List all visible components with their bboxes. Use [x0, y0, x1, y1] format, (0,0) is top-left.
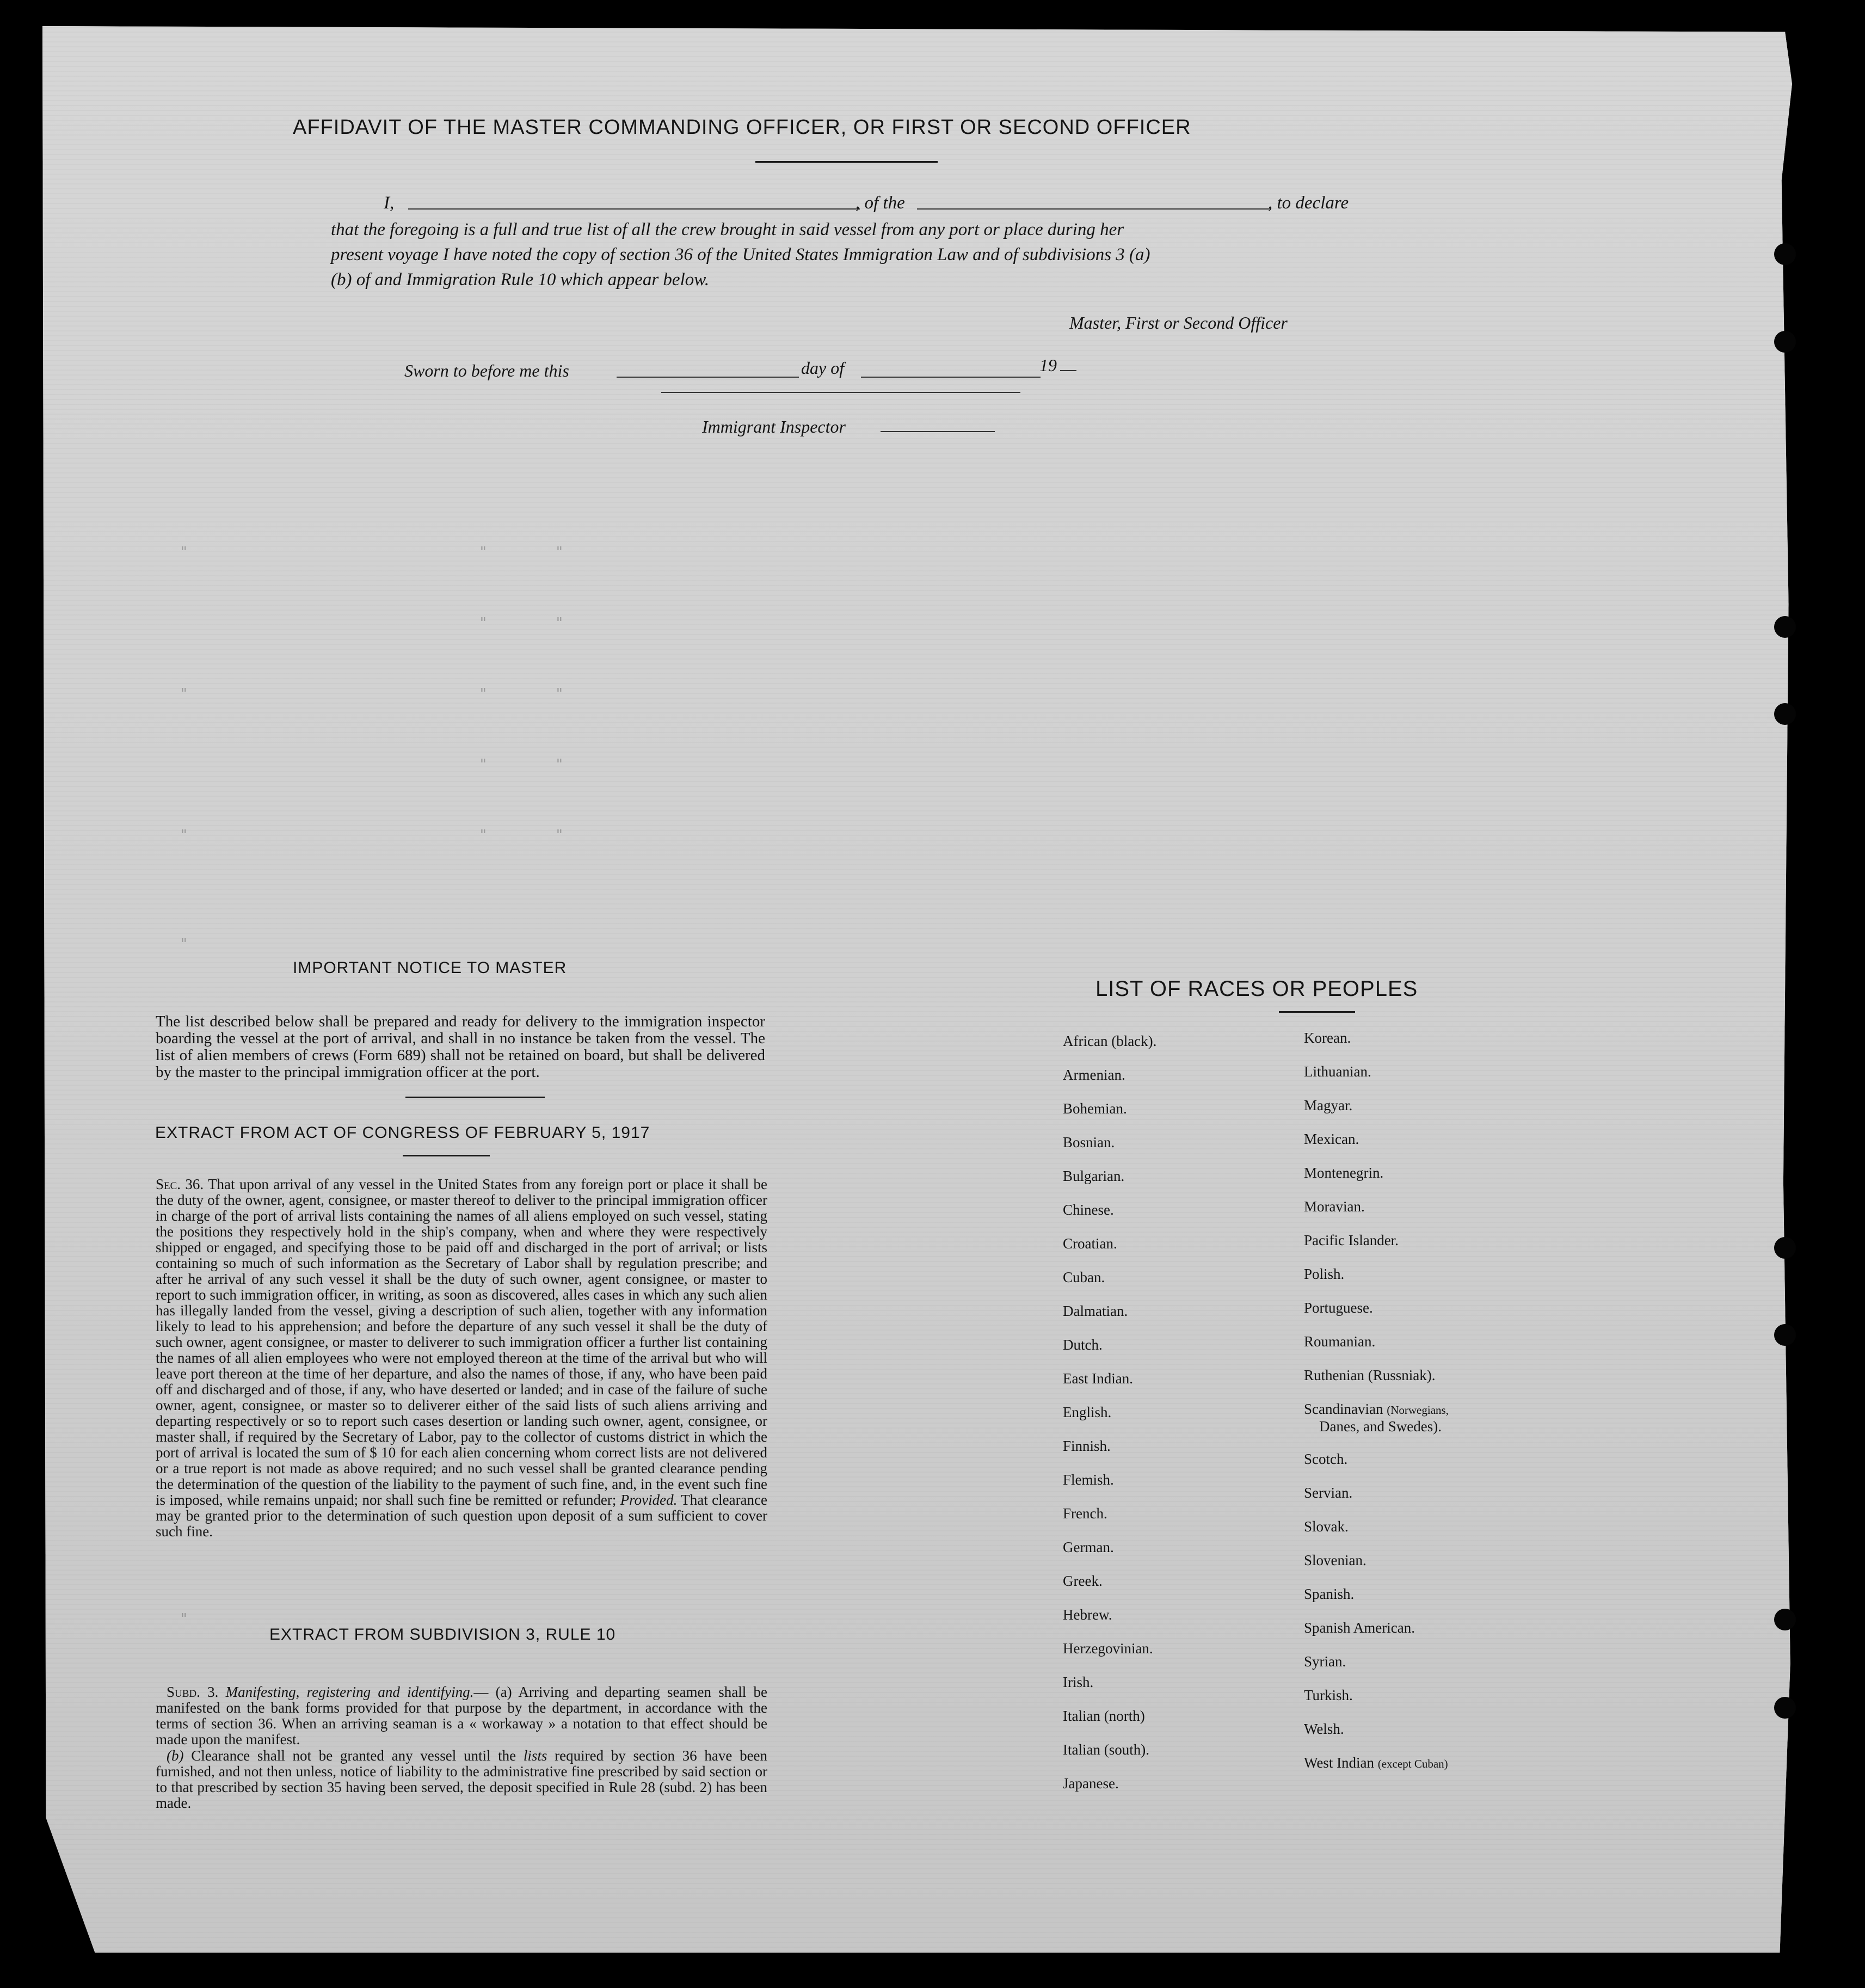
race-item: Chinese.	[1063, 1202, 1114, 1218]
race-item: Pacific Islander.	[1304, 1232, 1399, 1248]
race-item: German.	[1063, 1539, 1114, 1555]
race-item: Welsh.	[1304, 1721, 1344, 1737]
punch-hole-icon	[1774, 703, 1796, 725]
race-item: Armenian.	[1063, 1067, 1125, 1083]
west-indian-main: West Indian	[1304, 1755, 1375, 1771]
act-divider	[403, 1155, 490, 1156]
race-item: Magyar.	[1304, 1097, 1353, 1113]
race-item: Hebrew.	[1063, 1607, 1112, 1623]
act-text: That upon arrival of any vessel in the United States from any foreign port or place it shall be the duty of the owner, agent, consignee, or master thereof to deliver to the principal immigration officer in charge of the port of arrival lists containing the names of all aliens employed on such vessel, stating the positions they respectively hold in the ship's company, when and where they were respectively shipped or engaged, and specifying those to be paid off and discharged in the port of arrival; or lists containing so much of such information as the Secretary of Labor shall by regulation prescribe; and after he arrival of any such vessel it shall be the duty of such owner, agent consignee, or master to report to such immigration officer, in writing, as soon as discovered, alles cases in which any such alien has illegally landed from the vessel, giving a description of such alien, together with any information likely to lead to his apprehension; and before the departure of any such vessel it shall be the duty of such owner, agent consignee, or master to deliverer to such immigration officer a further list containing the names of all alien employees who were not employed thereon at the time of the arrival but who will leave port thereon at the time of her departure, and also the names of those, if any, who have been paid off and discharged and of those, if any, who have deserted or landed; and in case of the failure of suche owner, agent, consignee, or master so to deliverer either of the said lists of such aliens arriving and departing respectively or so to report such cases desertion or landing such owner, agent, consignee, or master shall, if required by the Secretary of Labor, pay to the collector of customs district in which the port of arrival is located the sum of $ 10 for each alien concerning whom correct lists are not delivered or a true report is not made as above required; and no such vessel shall be granted clearance pending the determination of the question of the liability to the payment of such fine, and, in the event such fine is imposed, while remains unpaid; nor shall such fine be remitted or refunder;	[156, 1176, 767, 1508]
race-item: Turkish.	[1304, 1687, 1353, 1703]
punch-hole-icon	[1774, 1237, 1796, 1259]
scandinavian-main: Scandinavian	[1304, 1401, 1383, 1417]
vessel-name-field[interactable]	[917, 208, 1271, 210]
race-item: Bosnian.	[1063, 1134, 1115, 1150]
punch-hole-icon	[1774, 1697, 1796, 1719]
year-label: 19	[1039, 355, 1057, 375]
race-item: Italian (north)	[1063, 1708, 1145, 1724]
race-item: Croatian.	[1063, 1235, 1117, 1252]
notice-divider	[405, 1097, 545, 1098]
race-item: Herzegovinian.	[1063, 1640, 1153, 1657]
race-item: Slovenian.	[1304, 1552, 1367, 1568]
race-item: Slovak.	[1304, 1518, 1349, 1535]
sec-label: Sec. 36.	[156, 1176, 204, 1192]
title-underline	[755, 161, 938, 163]
affidavit-line-3: present voyage I have noted the copy of section 36 of the United States Immigration Law and of subdivisions 3 (a)	[331, 245, 1150, 264]
inspector-label: Immigrant Inspector	[702, 417, 846, 436]
race-item: Polish.	[1304, 1266, 1345, 1282]
race-item: English.	[1063, 1404, 1112, 1420]
rule-title: EXTRACT FROM SUBDIVISION 3, RULE 10	[269, 1626, 616, 1644]
punch-hole-icon	[1774, 616, 1796, 638]
race-item: Lithuanian.	[1304, 1063, 1371, 1080]
race-item: Spanish American.	[1304, 1620, 1415, 1636]
inspector-signature-field[interactable]	[661, 392, 1020, 393]
race-item: Korean.	[1304, 1030, 1351, 1046]
race-item: Roumanian.	[1304, 1333, 1376, 1350]
punch-hole-icon	[1774, 331, 1796, 353]
subd-label: Subd. 3.	[167, 1684, 219, 1700]
race-item: Finnish.	[1063, 1438, 1111, 1454]
race-item: Ruthenian (Russniak).	[1304, 1367, 1436, 1383]
race-item: Japanese.	[1063, 1775, 1119, 1792]
document-page	[42, 26, 1792, 1953]
race-item: East Indian.	[1063, 1370, 1133, 1387]
affidavit-line-2: that the foregoing is a full and true list of all the crew brought in said vessel from any port or place during her	[331, 220, 1124, 239]
rule-para-a	[156, 1684, 767, 1747]
affidavit-of-the-label: , of the	[855, 193, 905, 213]
race-item: Dutch.	[1063, 1337, 1103, 1353]
race-item-scandinavian	[1304, 1401, 1449, 1418]
race-item: Cuban.	[1063, 1269, 1105, 1285]
sworn-label: Sworn to before me this	[404, 361, 569, 380]
para-a-text: — (a) Arriving and departing seamen shall be manifested on the bank forms provided for that purpose by the department, in accordance with the terms of section 36. When an arriving seaman is a « workaway » a notation to that effect should be made upon the manifest.	[156, 1684, 767, 1747]
act-text-block	[156, 1177, 767, 1540]
race-item: Mexican.	[1304, 1131, 1359, 1147]
provided-label: Provided.	[620, 1492, 678, 1508]
race-item: Scotch.	[1304, 1451, 1348, 1467]
para-b-label: (b)	[167, 1747, 184, 1764]
para-b-lists: lists	[523, 1747, 547, 1764]
race-item: Servian.	[1304, 1485, 1353, 1501]
affidavit-title: AFFIDAVIT OF THE MASTER COMMANDING OFFICER, OR FIRST OR SECOND OFFICER	[293, 116, 1191, 139]
race-item: Irish.	[1063, 1674, 1094, 1690]
inspector-line	[881, 431, 995, 432]
punch-hole-icon	[1774, 1609, 1796, 1630]
sworn-day-field[interactable]	[617, 377, 799, 378]
race-item: French.	[1063, 1505, 1107, 1522]
race-item: Bulgarian.	[1063, 1168, 1125, 1184]
act-title: EXTRACT FROM ACT OF CONGRESS OF FEBRUARY 5, 1917	[155, 1124, 650, 1142]
rule-para-b	[156, 1748, 767, 1811]
race-item: African (black).	[1063, 1033, 1157, 1049]
signature-label: Master, First or Second Officer	[1069, 313, 1288, 333]
race-item: Portuguese.	[1304, 1300, 1373, 1316]
notice-text: The list described below shall be prepared and ready for delivery to the immigration inspector boarding the vessel at the port of arrival, and shall in no instance be taken from the vessel. The list of alien members of crews (Form 689) shall not be retained on board, but shall be delivered by the master to the principal immigration officer at the port.	[156, 1013, 765, 1081]
race-item: Montenegrin.	[1304, 1165, 1384, 1181]
notice-title: IMPORTANT NOTICE TO MASTER	[293, 959, 567, 977]
affidavit-to-declare-label: , to declare	[1268, 193, 1349, 213]
race-item: Flemish.	[1063, 1472, 1114, 1488]
sworn-month-field[interactable]	[861, 377, 1041, 378]
race-item: Syrian.	[1304, 1653, 1346, 1670]
scandinavian-line-2: Danes, and Swedes).	[1319, 1418, 1442, 1435]
race-item: Dalmatian.	[1063, 1303, 1128, 1319]
para-b-text-2: required by section 36 have been furnished, and not then unless, notice of liability to the administrative fine prescribed by said section or to that prescribed by section 35 having been served, the deposit specified in Rule 28 (subd. 2) has been made.	[156, 1747, 768, 1811]
race-item: Moravian.	[1304, 1198, 1365, 1215]
subd-heading: Manifesting, registering and identifying.	[225, 1684, 474, 1700]
race-item: Spanish.	[1304, 1586, 1355, 1602]
para-b-text-1: Clearance shall not be granted any vessel until the	[191, 1747, 516, 1764]
west-indian-small: (except Cuban)	[1377, 1757, 1448, 1770]
race-item: Bohemian.	[1063, 1100, 1127, 1117]
master-name-field[interactable]	[408, 208, 860, 210]
races-title: LIST OF RACES OR PEOPLES	[1095, 977, 1418, 1001]
scandinavian-small: (Norwegians,	[1387, 1404, 1449, 1417]
race-item: Italian (south).	[1063, 1741, 1149, 1758]
sworn-year-field[interactable]	[1060, 370, 1076, 371]
day-of-label: day of	[801, 358, 845, 378]
affidavit-i-label: I,	[384, 193, 395, 213]
race-item-west-indian	[1304, 1755, 1448, 1771]
race-item: Greek.	[1063, 1573, 1103, 1589]
races-divider	[1279, 1011, 1355, 1013]
affidavit-line-4: (b) of and Immigration Rule 10 which appear below.	[331, 270, 710, 290]
punch-hole-icon	[1774, 1324, 1796, 1346]
act-text-end: That clearance may be granted prior to the determination of such question upon deposit of a sum sufficient to cover such fine.	[156, 1492, 768, 1540]
punch-hole-icon	[1774, 243, 1796, 265]
